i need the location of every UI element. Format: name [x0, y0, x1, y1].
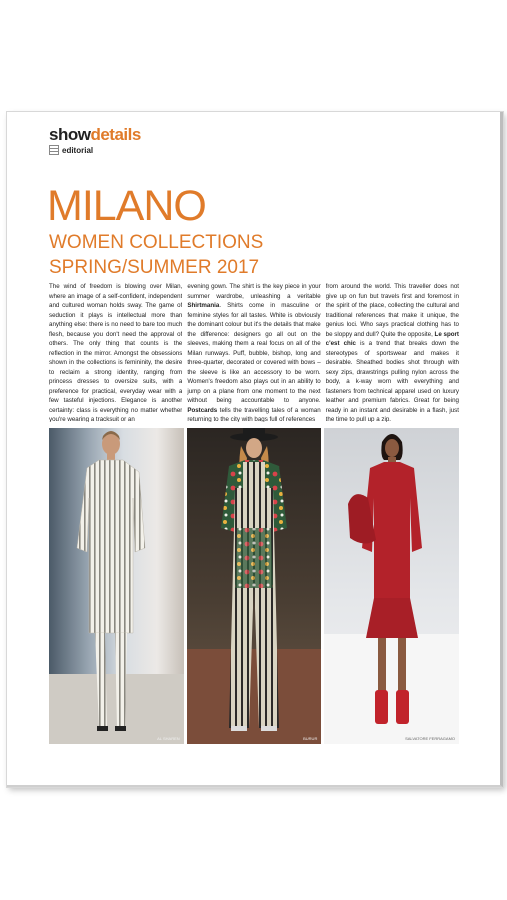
col2-text-c: . Shirts come in masculine or feminine styles for all tastes. White is obviously the dominant colour but it's the details that make the difference: designers go all out on the sleeves, making them a real focus on all of the Milan runways. Puff, bubble, bishop, long and three-quarter, decorated or covered with bows – the sleeve is like an accessory to be worn. Women's freedom also plays out in an ability to jump on a plane from one moment to the next without being accountable to anyone.	[187, 302, 321, 404]
photo-credit-3: SALVATORE FERRAGAMO	[405, 736, 456, 741]
brand-logo	[49, 126, 141, 144]
brand-details: details	[90, 125, 141, 144]
col3-bold-sport-chic: Le sport c'est chic	[325, 330, 459, 347]
article-subtitle-1: WOMEN COLLECTIONS	[49, 232, 264, 253]
col2-bold-shirtmania: Shirtmania	[187, 302, 220, 309]
article-column-2	[187, 282, 320, 422]
runway-photo-1	[49, 428, 184, 744]
article-column-1: The wind of freedom is blowing over Milan, where an image of a self-confident, independent and cultured woman holds sway. The game of seduction it plays is intellectual more than anything else: there is no need to bare too much flesh, because you don't need the approval of others. The only thing that counts is the reflection in the mirror. Amongst the obsessions shown in the collections is femininity, the desire to reclaim a strong identity, ranging from princess dresses to oversize suits, with a preference for practical, everyday wear with a few tasteful injections. Elegance is another certainty: class is everything no matter whether you're wearing a tracksuit or an	[49, 283, 183, 422]
section-icon	[49, 145, 59, 155]
article-column-3	[326, 282, 459, 422]
article-title: MILANO	[47, 182, 206, 230]
runway-photo-strip	[49, 428, 459, 744]
model-boho-outfit	[187, 428, 322, 744]
section-name: editorial	[62, 145, 94, 155]
model-striped-outfit	[49, 428, 184, 744]
col2-bold-postcards: Postcards	[187, 406, 218, 414]
photo-credit-2: BURUR	[303, 736, 318, 741]
brand-show: show	[49, 125, 91, 144]
col2-text-a: evening gown. The shirt is the key piece in your summer wardrobe, unleashing a veritable	[187, 283, 321, 300]
photo-credit-1: AL SHAREN	[157, 736, 180, 741]
runway-photo-2	[187, 428, 322, 744]
col2-text-e: tells the travelling tales of a woman returning to the city with bags full of references	[187, 406, 321, 422]
article-body	[49, 282, 459, 422]
runway-photo-3	[324, 428, 459, 744]
magazine-page	[7, 112, 503, 787]
col3-text-a: from around the world. This traveller does not give up on fun but travels first and foremost in the spirit of the place, collecting the cultural and traditional references that make it unique, the genius loci. Who says practical clothing has to be sloppy and dull? Quite the opposite,	[325, 283, 459, 338]
model-red-outfit	[324, 428, 459, 744]
col3-text-c: is a trend that breaks down the stereotypes of sportswear and makes it desirable. Sheathed bodies shot through with sexy zips, drawstrings pulling nylon across the body, a k-way worn with everything and fasteners from technical apparel used on luxury leather and premium fabrics. Great for being ready in an instant and desirable in a flash, just the time to pull up a zip.	[325, 340, 459, 422]
section-label	[49, 145, 93, 155]
article-subtitle-2: SPRING/SUMMER 2017	[49, 257, 260, 278]
